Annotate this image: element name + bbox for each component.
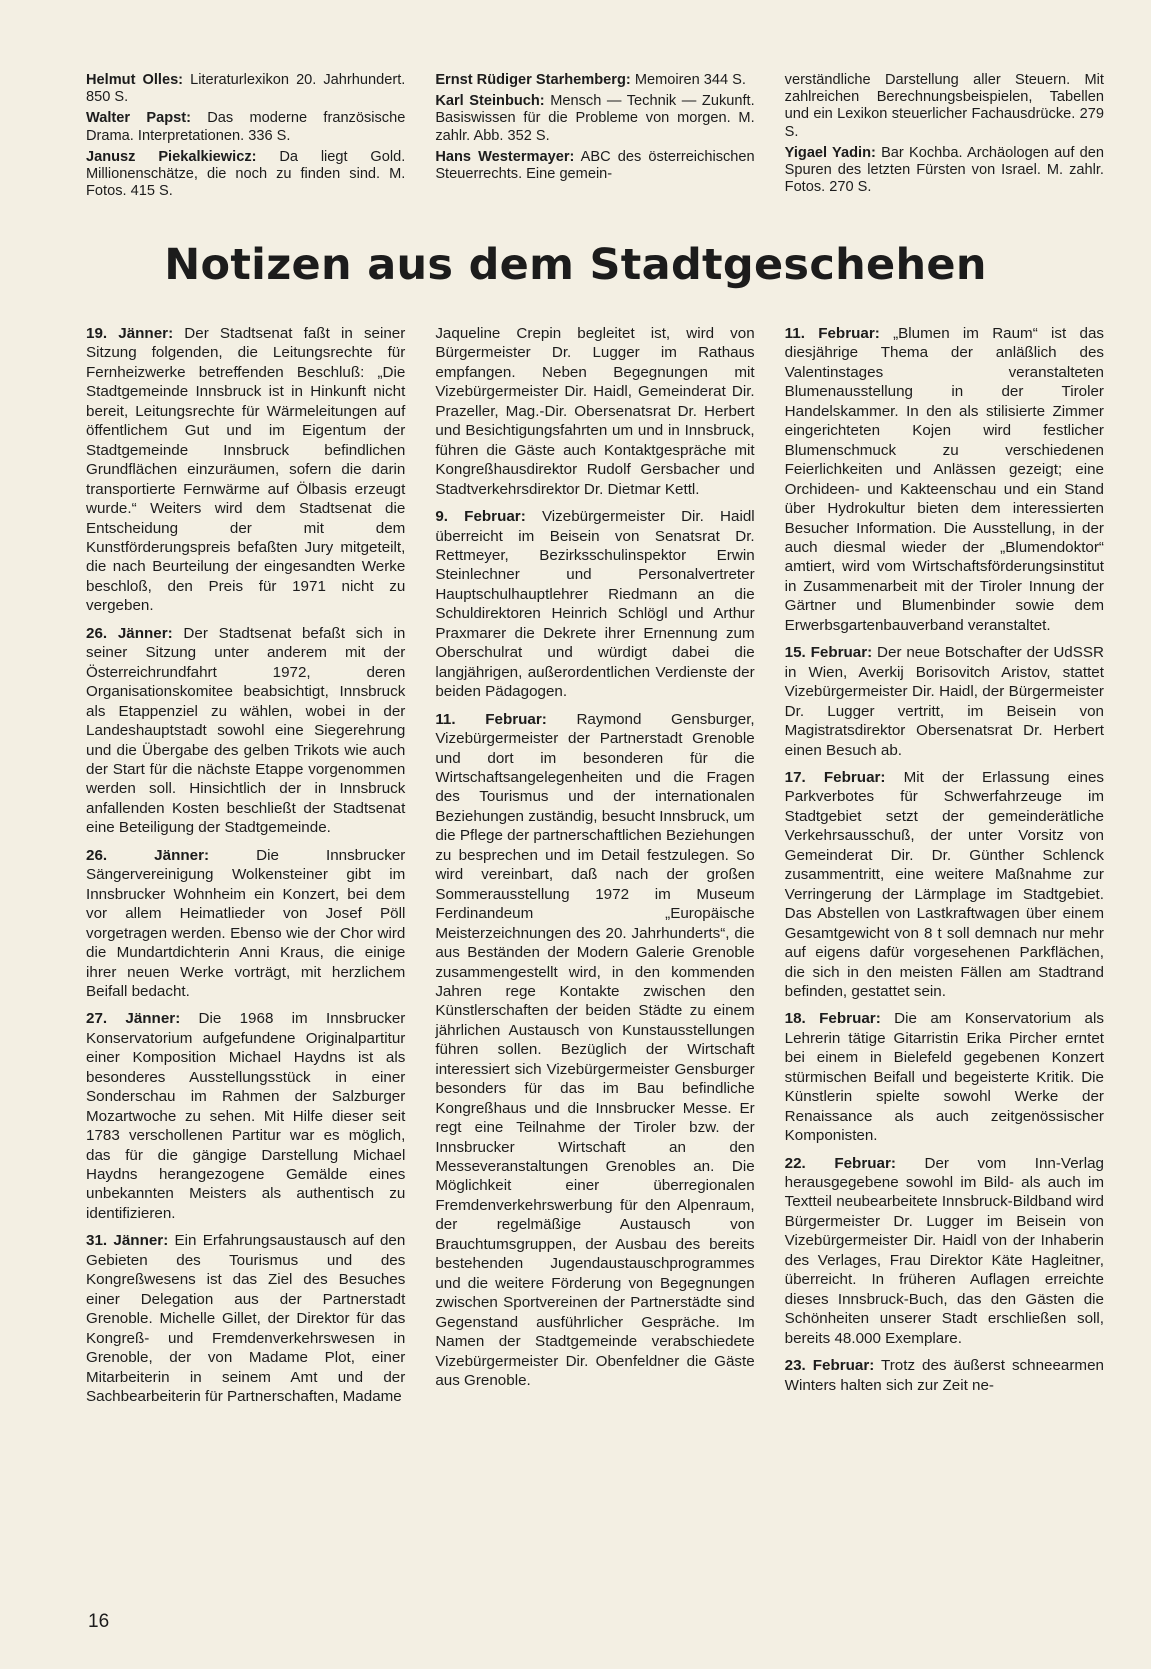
news-columns — [86, 324, 1104, 1414]
book-entry — [785, 72, 1104, 141]
news-column-1 — [86, 324, 405, 1414]
book-column-3 — [785, 72, 1104, 204]
entry-text: Ein Erfahrungsaustausch auf den Gebieten des Tourismus und des Kongreßwesens ist das Ziel des Besuches einer Delegation aus der Partnerstadt Grenoble. Michelle Gillet, der Direktor für das Kongreß- und Fremdenverkehrswesen in Grenoble, der von Madame Plot, einer Mitarbeiterin in seinem Amt und der Sachbearbeiterin für Partnerschaften, Madame — [86, 1232, 406, 1406]
news-entry — [785, 1356, 1104, 1395]
entry-text: Vizebürgermeister Dir. Haidl überreicht im Beisein von Senatsrat Dr. Rettmeyer, Bezirksschulinspektor Erwin Steinlechner und Personalvertreter Hauptschulhauptlehrer Riedmann an die Schuldirektoren Heinrich Schlögl und Arthur Praxmarer die Dekrete ihrer Ernennung zum Oberschulrat und würdigt dabei die langjährigen, außerordentlichen Verdienste der beiden Pädagogen. — [435, 508, 755, 701]
book-description: Memoiren 344 S. — [630, 72, 746, 88]
book-entry — [785, 145, 1104, 197]
entry-date: 19. Jänner: — [86, 325, 174, 342]
entry-text: Der neue Botschafter der UdSSR in Wien, Averkij Borisovitch Aristov, stattet Vizebürgermeister Dir. Haidl, der Bürgermeister Dr. Lugger vertritt, im Beisein von Magistratsdirektor Obersenatsrat Dr. Herbert einen Besuch ab. — [784, 644, 1104, 759]
book-author: Hans Westermayer: — [435, 148, 575, 165]
news-column-3 — [785, 324, 1104, 1414]
book-entry — [86, 72, 405, 106]
book-description: Literaturlexikon 20. Jahrhundert. 850 S. — [86, 72, 406, 106]
entry-date: 11. Februar: — [784, 325, 880, 342]
news-entry — [435, 324, 754, 499]
news-entry — [435, 507, 754, 702]
book-author: Helmut Olles: — [86, 72, 184, 88]
entry-date: 18. Februar: — [784, 1010, 881, 1028]
book-entry — [435, 72, 754, 89]
book-column-2 — [435, 72, 754, 204]
entry-text: Jaqueline Crepin begleitet ist, wird von Bürgermeister Dr. Lugger im Rathaus empfangen. Neben Begegnungen mit Vizebürgermeister Dir. Haidl, Gemeinderat Dir. Prazeller, Mag.-Dir. Obersenatsrat Dr. Herbert und Besichtigungsfahrten um und in Innsbruck, führen die Gäste auch Kontaktgespräche mit Kongreßhausdirektor Rudolf Gersbacher und Stadtverkehrsdirektor Dr. Dietmar Kettl. — [435, 325, 755, 498]
book-entry — [435, 149, 754, 183]
book-entry — [86, 149, 405, 201]
entry-text: Die Innsbrucker Sängervereinigung Wolkensteiner gibt im Innsbrucker Wohnheim ein Konzert, bei dem vor allem Heimatlieder von Josef Pöll vorgetragen werden. Ebenso wie der Chor wird die Mundartdichterin Anni Kraus, die einige ihrer neuen Werke vorträgt, mit herzlichem Beifall bedacht. — [86, 846, 406, 1000]
book-list — [86, 72, 1104, 204]
book-author: Walter Papst: — [86, 110, 191, 127]
news-entry — [86, 1231, 405, 1406]
book-author: Yigael Yadin: — [784, 144, 876, 161]
page-title: Notizen aus dem Stadtgeschehen — [164, 240, 987, 290]
entry-date: 11. Februar: — [435, 710, 547, 728]
entry-text: Der vom Inn-Verlag herausgegebene sowohl im Bild- als auch im Textteil neubearbeitete Innsbruck-Bildband wird Bürgermeister Dr. Lugger im Beisein von Vizebürgermeister Dir. Haidl von der Inhaberin des Verlages, Frau Direktor Käte Hagleitner, überreicht. In früheren Auflagen erreichte dieses Innsbruck-Buch, das den Gästen die Schönheiten unserer Stadt erschließen soll, bereits 48.000 Exemplare. — [784, 1154, 1104, 1347]
book-description: Das moderne französische Drama. Interpretationen. 336 S. — [86, 110, 406, 144]
book-description: ABC des österreichischen Steuerrechts. Eine gemein- — [435, 148, 755, 183]
book-description: Da liegt Gold. Millionenschätze, die noch zu finden sind. M. Fotos. 415 S. — [86, 148, 406, 200]
entry-text: Der Stadtsenat befaßt sich in seiner Sitzung unter anderem mit der Österreichrundfahrt 1972, deren Organisationskomitee beabsichtigt, Innsbruck als Etappenziel zu wählen, wobei in der Landeshauptstadt sowohl eine Siegerehrung und die Übergabe des gelben Trikots wie auch der Start für die nächste Etappe vorgenommen werden soll. Hinsichtlich der in Innsbruck anfallenden Kosten beschließt der Stadtsenat eine Beteiligung der Stadtgemeinde. — [86, 624, 406, 837]
book-description: verständliche Darstellung aller Steuern. Mit zahlreichen Berechnungsbeispielen, Tabellen und ein Lexikon steuerlicher Fachausdrücke. 279 S. — [784, 72, 1104, 140]
entry-date: 17. Februar: — [784, 768, 886, 786]
entry-date: 26. Jänner: — [86, 624, 173, 642]
book-author: Ernst Rüdiger Starhemberg: — [435, 72, 631, 88]
news-entry — [785, 768, 1104, 1001]
book-author: Karl Steinbuch: — [435, 93, 545, 110]
page-number: 16 — [88, 1611, 110, 1632]
news-entry — [86, 624, 405, 838]
news-entry — [785, 324, 1104, 635]
entry-date: 26. Jänner: — [86, 846, 210, 864]
news-entry — [785, 1154, 1104, 1349]
entry-text: Der Stadtsenat faßt in seiner Sitzung folgenden, die Leitungsrechte für Fernheizwerke betreffenden Beschluß: „Die Stadtgemeinde Innsbruck ist in Hinkunft nicht bereit, Leitungsrechte für Wärmeleitungen auf öffentlichem Gut und im Eigentum der Stadtgemeinde Innsbruck befindlichen Grundflächen einzuräumen, sofern die darin transportierte Fernwärme auf Ölbasis erzeugt wurde.“ Weiters wird dem Stadtsenat die Entscheidung der mit dem Kunstförderungspreis befaßten Jury mitgeteilt, die nach Beurteilung der eingesandten Werke beschloß, den Preis für 1971 nicht zu vergeben. — [86, 325, 406, 615]
news-entry — [785, 643, 1104, 760]
entry-date: 22. Februar: — [784, 1154, 896, 1172]
entry-text: Raymond Gensburger, Vizebürgermeister der Partnerstadt Grenoble und dort im besonderen für die Wirtschaftsangelegenheiten und die Fragen des Tourismus und der internationalen Beziehungen zuständig, besucht Innsbruck, um die Pflege der partnerschaftlichen Beziehungen zu besprechen und im Detail festzulegen. So wird vereinbart, daß nach der großen Sommerausstellung 1972 im Museum Ferdinandeum „Europäische Meisterzeichnungen des 20. Jahrhunderts“, die aus Beständen der Modern Galerie Grenoble zusammengestellt wird, in den kommenden Jahren rege Kontakte zwischen den Künstlerschaften der beiden Städte zu einem jährlichen Austausch von Kunstausstellungen führen sollen. Bezüglich der Wirtschaft interessiert sich Vizebürgermeister Gensburger besonders für das im Bau befindliche Kongreßhaus und die Innsbrucker Messe. Er regt eine Teilnahme der Tiroler bzw. der Innsbrucker Wirtschaft an den Messeveranstaltungen Grenobles an. Die Möglichkeit einer überregionalen Fremdenverkehrswerbung für den Alpenraum, der regelmäßige Austausch von Brauchtumsgruppen, der Ausbau des bereits bestehenden Jugendaustauschprogrammes und die weitere Förderung von Begegnungen zwischen Sportvereinen der Partnerstädte sind Gegenstand ausführlicher Gespräche. Im Namen der Stadtgemeinde verabschiedete Vizebürgermeister Dir. Obenfeldner die Gäste aus Grenoble. — [435, 710, 755, 1390]
news-entry — [86, 846, 405, 1002]
entry-text: Trotz des äußerst schneearmen Winters halten sich zur Zeit ne- — [784, 1357, 1104, 1394]
entry-text: Die 1968 im Innsbrucker Konservatorium aufgefundene Originalpartitur einer Komposition Michael Haydns ist als besonderes Ausstellungsstück in einer Sonderschau im Rahmen der Salzburger Mozartwoche zu sehen. Mit Hilfe dieser seit 1783 verschollenen Partitur war es möglich, das für die gängige Darstellung Michael Haydns herangezogene Gemälde eines unbekannten Meisters als authentisch zu identifizieren. — [86, 1010, 406, 1222]
entry-date: 27. Jänner: — [86, 1010, 181, 1028]
entry-text: „Blumen im Raum“ ist das diesjährige Thema der anläßlich des Valentinstages veranstalteten Blumenausstellung in der Tiroler Handelskammer. In den als stilisierte Zimmer eingerichteten Kojen wird festlicher Blumenschmuck zu verschiedenen Feierlichkeiten und Anlässen gezeigt; eine Orchideen- und Kakteenschau und ein Stand über Hydrokultur bieten dem interessierten Besucher Information. Die Ausstellung, in der auch diesmal wieder der „Blumendoktor“ amtiert, wird vom Wirtschaftsförderungsinstitut in Zusammenarbeit mit der Tiroler Innung der Gärtner und Blumenbinder sowie dem Erwerbsgartenbauverband veranstaltet. — [784, 325, 1104, 634]
news-entry — [785, 1009, 1104, 1145]
entry-text: Mit der Erlassung eines Parkverbotes für Schwerfahrzeuge im Stadtgebiet setzt der gemeinderätliche Verkehrsausschuß, der unter Vorsitz von Gemeinderat Dir. Dr. Günther Schlenck zusammentritt, eine weitere Maßnahme zur Verringerung der Lärmplage im Stadtgebiet. Das Abstellen von Lastkraftwagen über einem Gesamtgewicht von 8 t soll demnach nur mehr auf eigens dafür vorgesehenen Parkflächen, die sich in den meisten Fällen am Stadtrand befinden, gestattet sein. — [784, 768, 1104, 1000]
news-entry — [86, 1009, 405, 1223]
book-entry — [435, 93, 754, 145]
entry-text: Die am Konservatorium als Lehrerin tätige Gitarristin Erika Pircher erntet bei einem in Bielefeld gegebenen Konzert stürmischen Beifall und begeisterte Kritik. Die Künstlerin spielte sowohl Werke der Renaissance als auch zeitgenössischer Komponisten. — [784, 1010, 1104, 1145]
entry-date: 15. Februar: — [784, 644, 873, 662]
book-author: Janusz Piekalkiewicz: — [86, 148, 257, 165]
entry-date: 23. Februar: — [784, 1357, 875, 1375]
entry-date: 31. Jänner: — [86, 1232, 169, 1250]
book-column-1 — [86, 72, 405, 204]
book-entry — [86, 110, 405, 144]
news-entry — [435, 710, 754, 1391]
book-description: Mensch — Technik — Zukunft. Basiswissen für die Probleme von morgen. M. zahlr. Abb. 352 S. — [435, 93, 755, 144]
news-column-2 — [435, 324, 754, 1414]
book-description: Bar Kochba. Archäologen auf den Spuren des letzten Fürsten von Israel. M. zahlr. Fotos. 270 S. — [784, 144, 1104, 196]
entry-date: 9. Februar: — [435, 508, 526, 526]
news-entry — [86, 324, 405, 616]
